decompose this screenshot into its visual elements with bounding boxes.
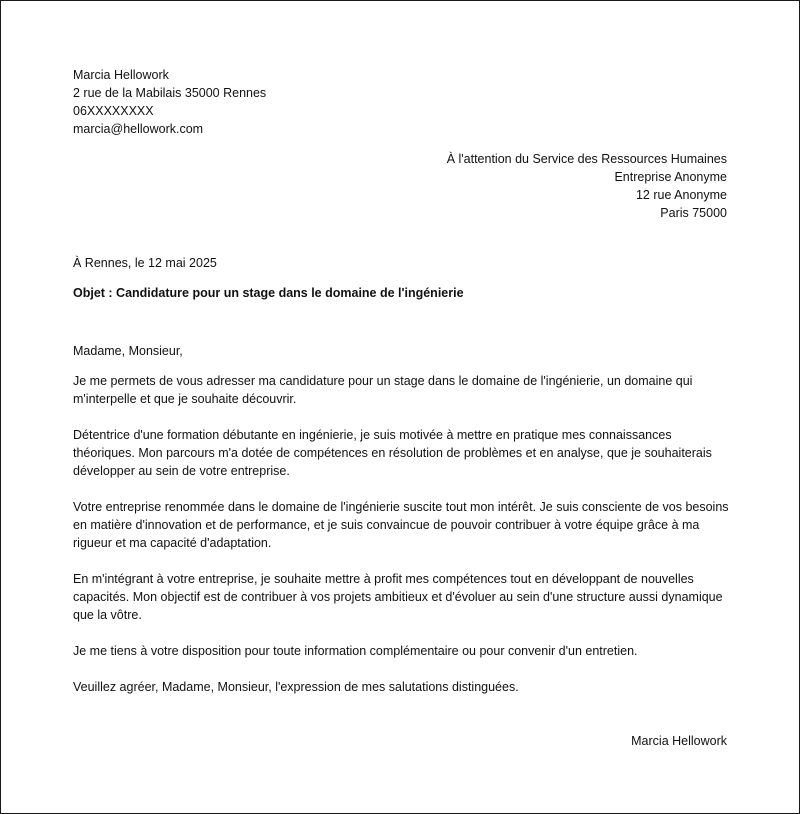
letter-body <box>73 372 729 714</box>
body-paragraph: En m'intégrant à votre entreprise, je souhaite mettre à profit mes compétences tout en développant de nouvelles capacités. Mon objectif est de contribuer à vos projets ambitieux et d'évoluer au sein d'une structure aussi dynamique que la vôtre. <box>73 572 723 622</box>
body-paragraph: Je me permets de vous adresser ma candidature pour un stage dans le domaine de l'ingénierie, un domaine qui m'interpelle et que je souhaite découvrir. <box>73 374 693 406</box>
recipient-city: Paris 75000 <box>660 206 727 220</box>
recipient-attention: À l'attention du Service des Ressources Humaines <box>446 152 727 166</box>
letter-salutation: Madame, Monsieur, <box>73 344 183 358</box>
letter-subject: Objet : Candidature pour un stage dans le domaine de l'ingénierie <box>73 286 464 300</box>
sender-block <box>73 66 266 138</box>
sender-phone: 06XXXXXXXX <box>73 104 154 118</box>
letter-date: À Rennes, le 12 mai 2025 <box>73 256 217 270</box>
letter-signature: Marcia Hellowork <box>631 734 727 748</box>
recipient-company: Entreprise Anonyme <box>614 170 727 184</box>
body-paragraph: Je me tiens à votre disposition pour toute information complémentaire ou pour convenir d'un entretien. <box>73 644 638 658</box>
closing-paragraph: Veuillez agréer, Madame, Monsieur, l'expression de mes salutations distinguées. <box>73 680 519 694</box>
recipient-street: 12 rue Anonyme <box>635 188 727 202</box>
sender-name: Marcia Hellowork <box>73 68 169 82</box>
sender-email: marcia@hellowork.com <box>73 122 204 136</box>
body-paragraph: Détentrice d'une formation débutante en ingénierie, je suis motivée à mettre en pratique mes connaissances théoriques. Mon parcours m'a dotée de compétences en résolution de problèmes et en analyse, que je souhaiterais développer au sein de votre entreprise. <box>73 428 712 478</box>
body-paragraph: Votre entreprise renommée dans le domaine de l'ingénierie suscite tout mon intérêt. Je suis consciente de vos besoins en matière d'innovation et de performance, et je suis convaincue de pouvoir contribuer à votre équipe grâce à ma rigueur et ma capacité d'adaptation. <box>73 500 729 550</box>
recipient-block <box>447 150 727 222</box>
sender-address: 2 rue de la Mabilais 35000 Rennes <box>73 86 267 100</box>
